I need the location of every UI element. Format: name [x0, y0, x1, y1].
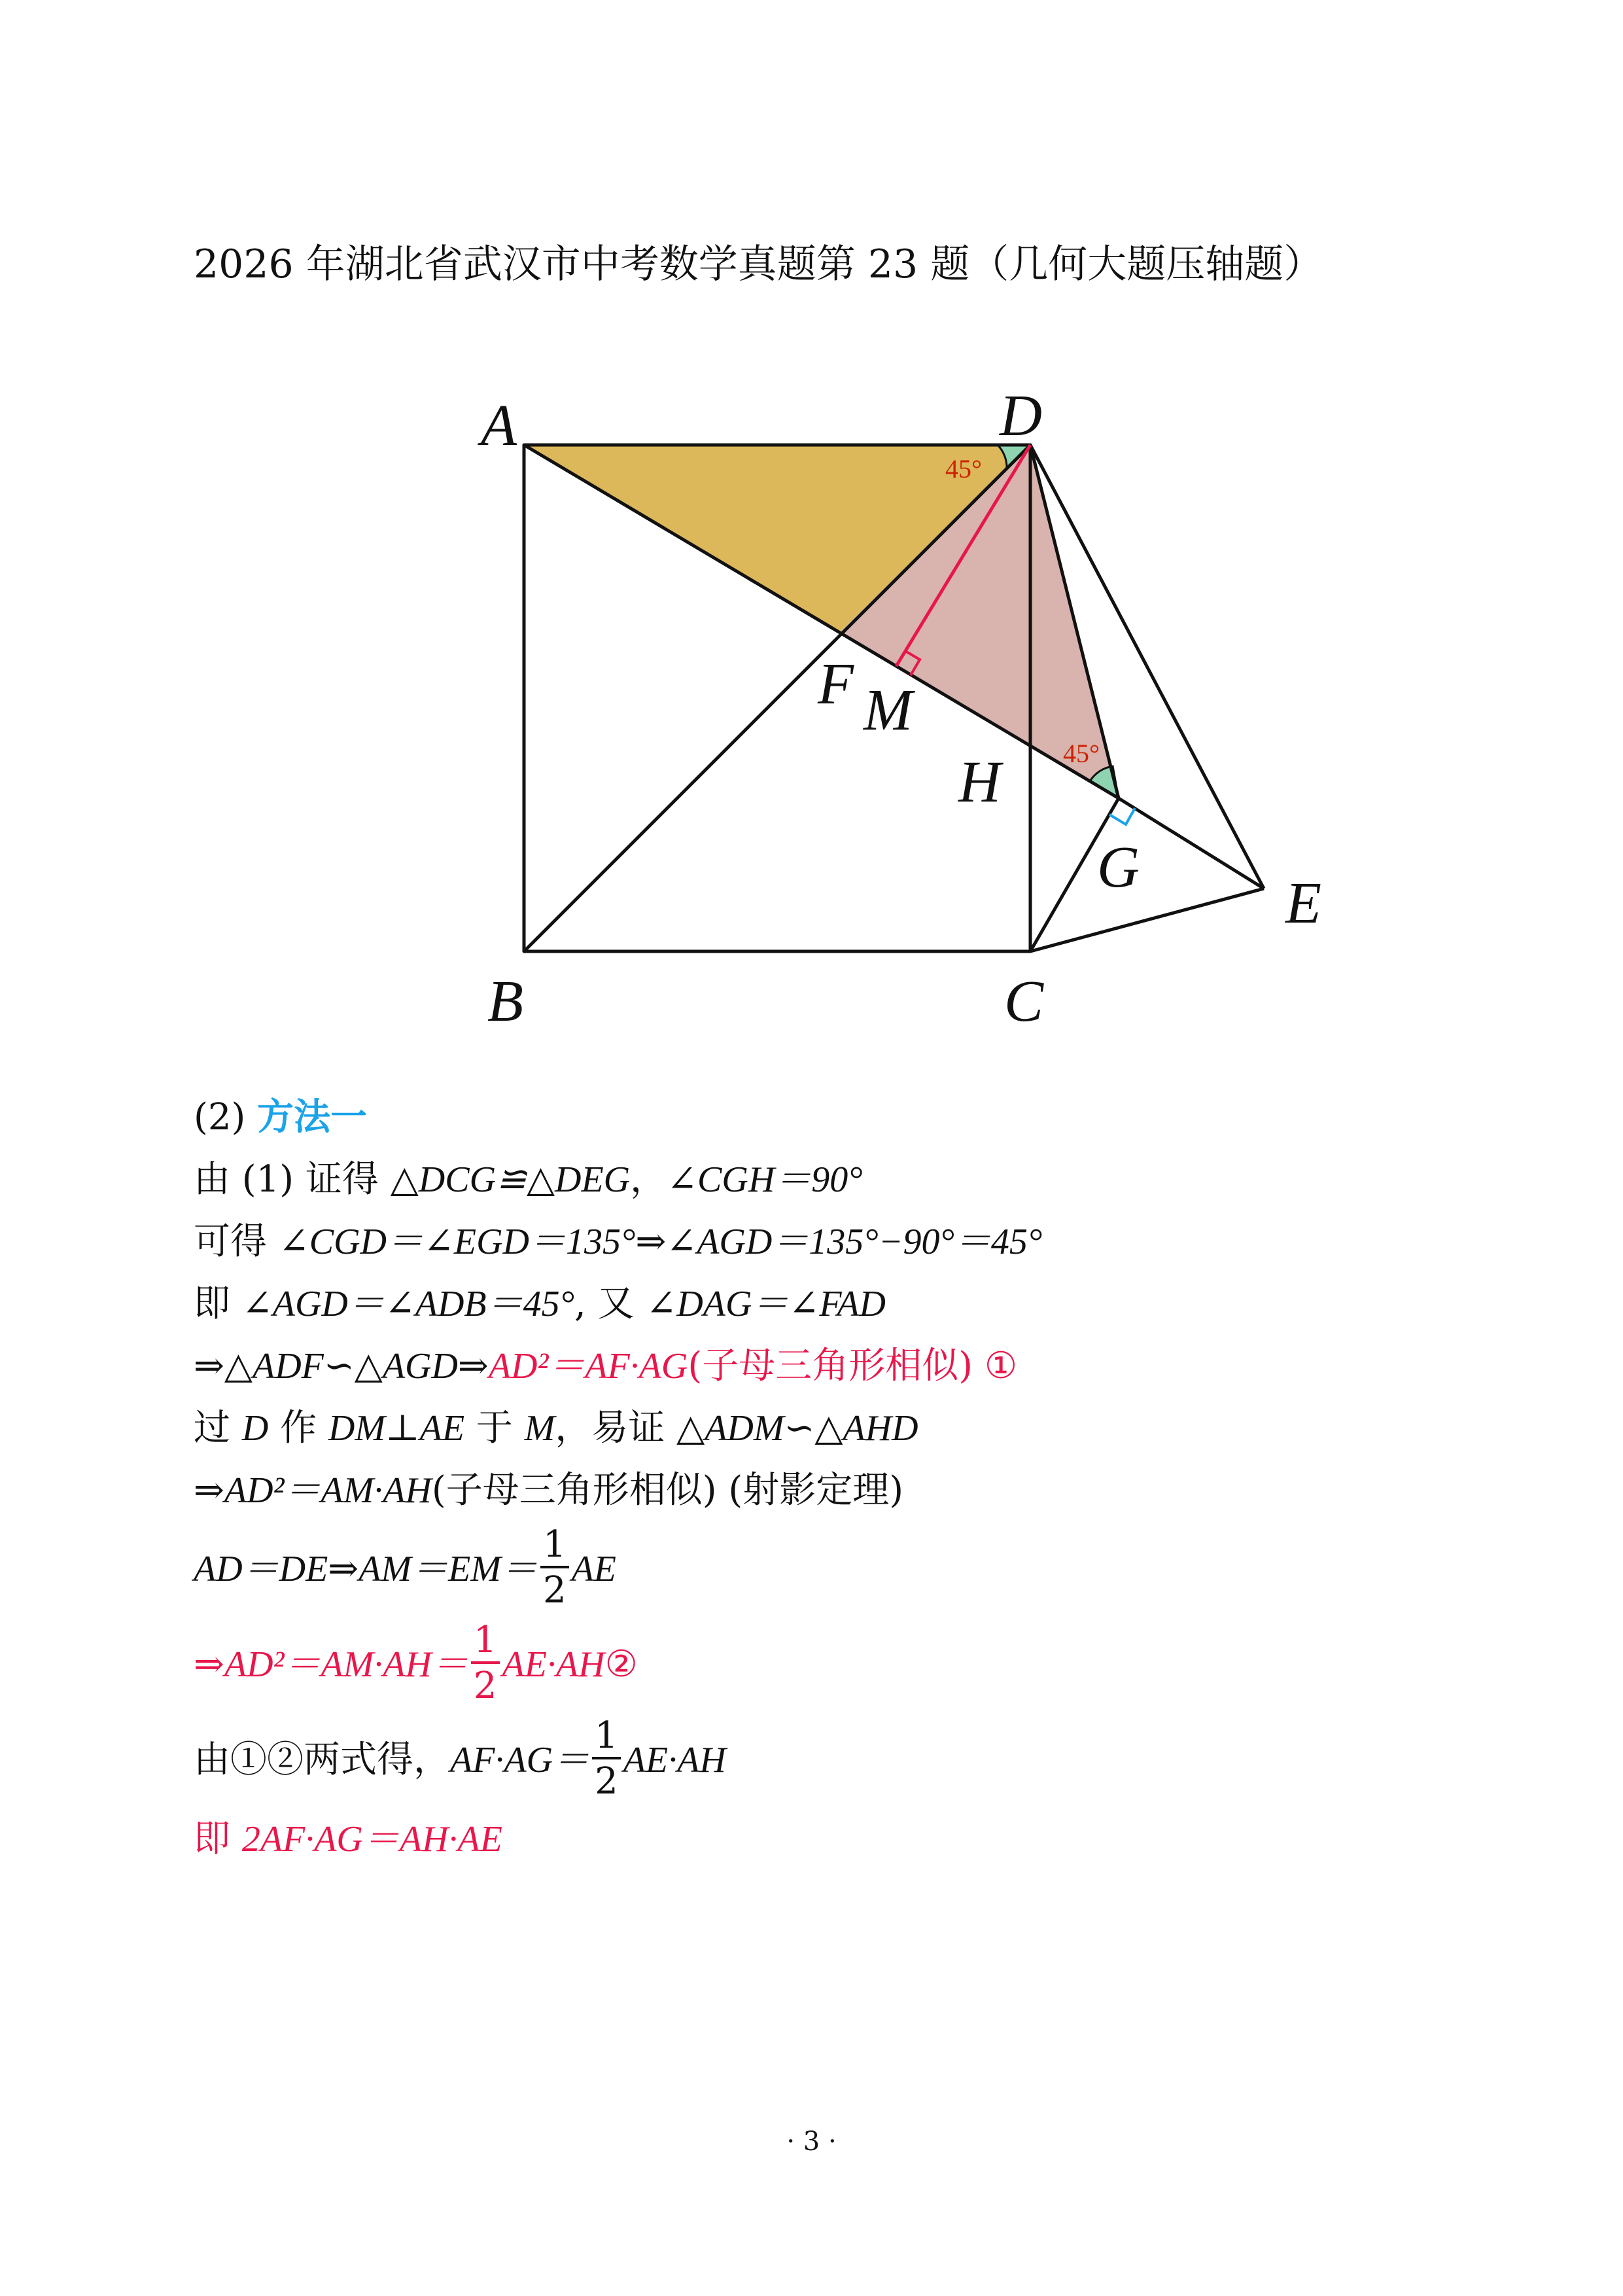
- part-number: (2): [194, 1096, 246, 1139]
- math: △DCG≌△DEG: [390, 1159, 631, 1200]
- text: 过: [194, 1407, 242, 1449]
- label-h: H: [958, 750, 1001, 815]
- segment-ce: [1030, 889, 1264, 951]
- text: (子母三角形相似) (射影定理): [431, 1469, 904, 1511]
- math-highlight: AD²＝AM·AH＝: [224, 1644, 468, 1685]
- math: D: [241, 1408, 269, 1449]
- text: 即: [194, 1282, 242, 1325]
- math-highlight: AD²＝AF·AG: [488, 1346, 688, 1386]
- label-b: B: [487, 969, 523, 1034]
- geometry-figure: [0, 0, 1623, 1060]
- math: ⇒△ADF∽△AGD⇒: [194, 1346, 489, 1386]
- label-e: E: [1285, 871, 1321, 936]
- label-f: F: [818, 652, 854, 716]
- solution-body: [194, 1086, 1042, 1870]
- fraction: [471, 1618, 500, 1707]
- fraction: [540, 1523, 569, 1612]
- segment-gE: [1119, 798, 1264, 889]
- fraction-numerator: 1: [540, 1527, 569, 1568]
- text-highlight: (子母三角形相似) ①: [688, 1345, 1018, 1387]
- math: ⇒: [194, 1470, 224, 1511]
- solution-line-8: [194, 1617, 1042, 1712]
- math: AD＝DE⇒AM＝EM＝: [194, 1549, 538, 1589]
- angle-label-g: 45°: [1063, 739, 1100, 768]
- fraction: [592, 1714, 621, 1803]
- solution-line-1: [194, 1148, 1042, 1210]
- circled-number: ②: [604, 1643, 638, 1686]
- solution-line-4: [194, 1335, 1042, 1397]
- fraction-numerator: 1: [471, 1622, 500, 1664]
- label-g: G: [1097, 835, 1140, 900]
- fraction-denominator: 2: [595, 1759, 618, 1803]
- math: DM⊥AE: [328, 1408, 465, 1449]
- text: ，: [630, 1158, 667, 1201]
- text-highlight: 即: [194, 1818, 242, 1860]
- math: AF·AG＝: [450, 1740, 590, 1780]
- solution-line-3: [194, 1273, 1042, 1335]
- text: 于: [464, 1407, 525, 1449]
- math: AD²＝AM·AH: [224, 1470, 432, 1511]
- label-m: M: [864, 678, 913, 743]
- text: 作: [268, 1407, 328, 1449]
- page-title: 2026 年湖北省武汉市中考数学真题第 23 题（几何大题压轴题）: [194, 241, 1323, 287]
- solution-line-2: [194, 1210, 1042, 1273]
- math-highlight: AE·AH: [502, 1644, 605, 1685]
- text: 由①②两式得，: [194, 1739, 450, 1781]
- solution-line-6: [194, 1459, 1042, 1521]
- math: AE: [571, 1549, 616, 1589]
- solution-heading: [194, 1086, 1042, 1148]
- math: ∠CGD＝∠EGD＝135°⇒∠AGD＝135°−90°＝45°: [278, 1222, 1043, 1262]
- page-number: · 3 ·: [786, 2127, 837, 2157]
- fraction-numerator: 1: [592, 1718, 621, 1759]
- fraction-denominator: 2: [473, 1664, 497, 1707]
- math: ∠CGH＝90°: [667, 1159, 863, 1200]
- math: ∠DAG＝∠FAD: [646, 1284, 886, 1324]
- text: , 又: [574, 1282, 646, 1325]
- method-title: 方法一: [257, 1096, 368, 1139]
- label-c: C: [1004, 969, 1044, 1034]
- solution-line-7: [194, 1521, 1042, 1617]
- math: △ADM∽△AHD: [676, 1408, 918, 1449]
- label-a: A: [481, 393, 517, 458]
- math: AE·AH: [623, 1740, 726, 1780]
- angle-label-d: 45°: [945, 454, 982, 484]
- label-d: D: [1000, 383, 1042, 448]
- text: ，易证: [555, 1407, 677, 1449]
- math: ⇒: [194, 1644, 224, 1685]
- solution-line-5: [194, 1397, 1042, 1459]
- text: 可得: [194, 1220, 279, 1263]
- math: M: [524, 1408, 555, 1449]
- math-highlight: 2AF·AG＝AH·AE: [241, 1819, 502, 1860]
- math: ∠AGD＝∠ADB＝45°: [241, 1284, 574, 1324]
- text: 由 (1) 证得: [194, 1158, 391, 1201]
- solution-line-10: [194, 1808, 1042, 1870]
- solution-line-9: [194, 1712, 1042, 1808]
- fraction-denominator: 2: [542, 1568, 567, 1612]
